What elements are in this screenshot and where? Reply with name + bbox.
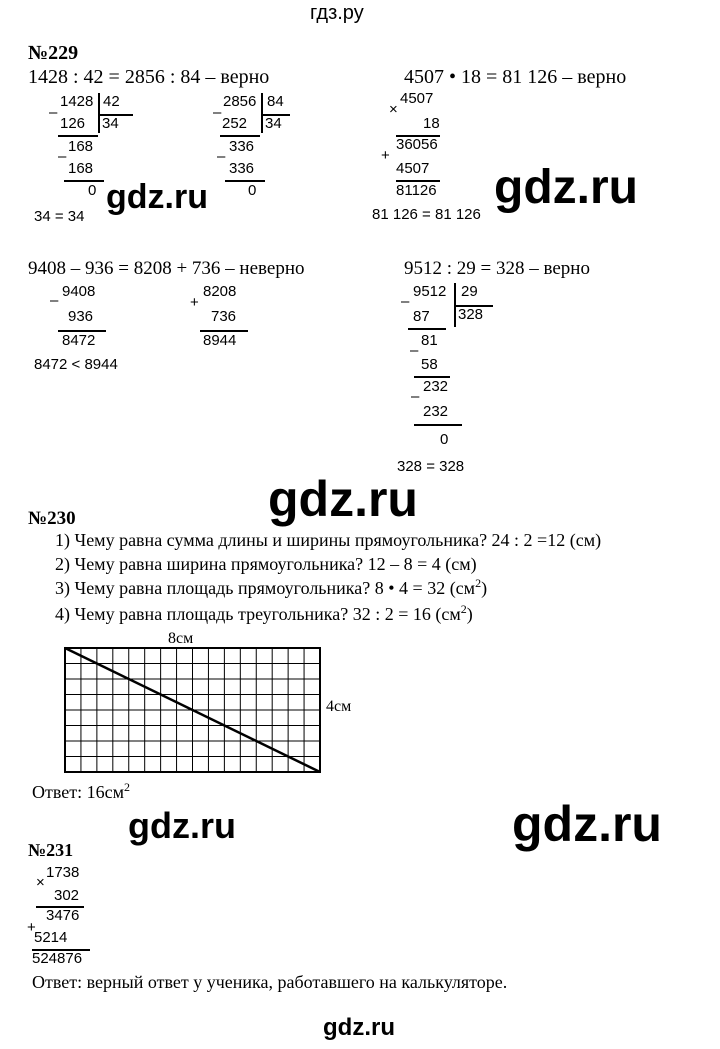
remainder-1: 81 <box>421 332 438 349</box>
superscript: 2 <box>475 576 482 590</box>
site-footer: gdz.ru <box>323 1014 395 1041</box>
remainder-2: 232 <box>423 378 449 395</box>
multiplier: 302 <box>54 887 80 904</box>
addend-2: 736 <box>211 308 237 325</box>
minus-sign: – <box>58 148 67 165</box>
divisor: 42 <box>103 93 120 110</box>
dividend: 1428 <box>60 93 94 110</box>
product: 524876 <box>32 950 83 967</box>
equation-2: 4507 • 18 = 81 126 – верно <box>404 66 627 88</box>
remainder-1: 336 <box>229 138 255 155</box>
task-229-title: №229 <box>28 42 79 64</box>
question-4-text: 4) Чему равна площадь треугольника? 32 : 2 = 16 (см <box>55 604 461 624</box>
minus-sign: – <box>410 342 419 359</box>
comparison-4: 328 = 328 <box>397 458 465 475</box>
answer-231: Ответ: верный ответ у ученика, работавшего на калькуляторе. <box>32 972 508 992</box>
plus-sign: + <box>190 294 199 311</box>
rule <box>408 328 446 330</box>
plus-sign: + <box>381 147 390 164</box>
question-2: 2) Чему равна ширина прямоугольника? 12 – 8 = 4 (см) <box>55 554 477 574</box>
dividend: 2856 <box>223 93 257 110</box>
close-paren: ) <box>466 604 473 624</box>
watermark: gdz.ru <box>106 178 208 216</box>
quotient: 328 <box>458 306 484 323</box>
rule <box>414 424 462 426</box>
rule <box>58 135 98 137</box>
site-header: гдз.ру <box>310 2 364 24</box>
answer-230 <box>32 782 130 803</box>
comparison-2: 81 126 = 81 126 <box>372 206 481 223</box>
remainder-final: 0 <box>88 182 97 199</box>
length-label: 8см <box>168 630 194 647</box>
subtrahend-3: 232 <box>423 403 449 420</box>
remainder-1: 168 <box>68 138 94 155</box>
partial-product-2: 5214 <box>34 929 68 946</box>
multiplicand: 4507 <box>400 90 434 107</box>
plus-sign: + <box>27 919 36 936</box>
product: 81126 <box>396 182 437 199</box>
question-4 <box>55 604 473 625</box>
partial-product-2: 4507 <box>396 160 430 177</box>
minus-sign: – <box>217 148 226 165</box>
divisor: 84 <box>267 93 284 110</box>
subtrahend-1: 87 <box>413 308 430 325</box>
comparison-3: 8472 < 8944 <box>34 356 118 373</box>
minus-sign: – <box>50 292 59 309</box>
question-1: 1) Чему равна сумма длины и ширины прямоугольника? 24 : 2 =12 (см) <box>55 530 602 550</box>
remainder-final: 0 <box>440 431 449 448</box>
minus-sign: – <box>411 388 420 405</box>
sum: 8944 <box>203 332 237 349</box>
minus-sign: – <box>401 293 410 310</box>
question-3-text: 3) Чему равна площадь прямоугольника? 8 • 4 = 32 (см <box>55 578 476 598</box>
rule <box>220 135 260 137</box>
equation-1: 1428 : 42 = 2856 : 84 – верно <box>28 66 270 88</box>
dividend: 9512 <box>413 283 447 300</box>
divisor: 29 <box>461 283 478 300</box>
comparison-1: 34 = 34 <box>34 208 85 225</box>
answer-230-text: Ответ: 16см <box>32 782 124 802</box>
watermark: gdz.ru <box>512 796 662 852</box>
rule <box>64 180 104 182</box>
multiplier: 18 <box>423 115 440 132</box>
minuend: 9408 <box>62 283 96 300</box>
subtrahend-1: 126 <box>60 115 86 132</box>
minus-sign: – <box>213 104 222 121</box>
addend-1: 8208 <box>203 283 237 300</box>
times-sign: × <box>389 101 398 118</box>
question-3 <box>55 578 487 599</box>
superscript: 2 <box>124 780 130 794</box>
equation-4: 9512 : 29 = 328 – верно <box>404 258 590 279</box>
subtrahend: 936 <box>68 308 94 325</box>
task-230-title: №230 <box>28 508 76 529</box>
partial-product-1: 3476 <box>46 907 80 924</box>
watermark: gdz.ru <box>268 471 418 527</box>
multiplicand: 1738 <box>46 864 80 881</box>
rectangle-diagram <box>64 646 324 776</box>
subtrahend-1: 252 <box>222 115 248 132</box>
quotient: 34 <box>102 115 119 132</box>
equation-3: 9408 – 936 = 8208 + 736 – неверно <box>28 258 305 279</box>
subtrahend-2: 168 <box>68 160 94 177</box>
close-paren: ) <box>481 578 488 598</box>
superscript: 2 <box>460 602 467 616</box>
task-231-title: №231 <box>28 840 74 860</box>
quotient: 34 <box>265 115 282 132</box>
division-bar <box>98 93 100 133</box>
rule <box>225 180 265 182</box>
times-sign: × <box>36 874 45 891</box>
subtrahend-2: 336 <box>229 160 255 177</box>
watermark: gdz.ru <box>128 805 236 846</box>
width-label: 4см <box>326 698 352 715</box>
difference: 8472 <box>62 332 96 349</box>
minus-sign: – <box>49 104 58 121</box>
remainder-final: 0 <box>248 182 257 199</box>
subtrahend-2: 58 <box>421 356 438 373</box>
division-bar <box>261 93 263 133</box>
watermark: gdz.ru <box>494 161 638 214</box>
partial-product-1: 36056 <box>396 136 438 153</box>
